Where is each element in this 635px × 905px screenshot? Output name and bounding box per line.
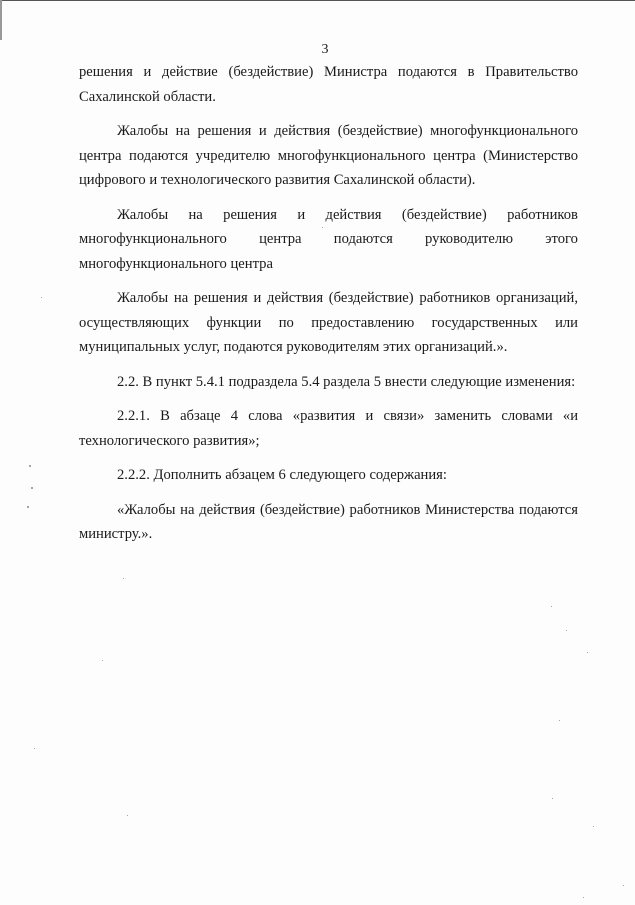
scan-speck xyxy=(322,227,323,228)
word: (бездействие) xyxy=(401,206,487,223)
scan-speck xyxy=(587,652,588,653)
paragraph xyxy=(79,203,578,277)
word: подаются xyxy=(333,231,393,247)
word: центра xyxy=(259,231,302,247)
paragraph: 2.2. В пункт 5.4.1 подраздела 5.4 раздела 5 внести следующие изменения: xyxy=(117,373,576,390)
scan-speck xyxy=(123,578,124,579)
word: и xyxy=(297,206,306,223)
paragraph-line xyxy=(79,227,578,252)
paragraph-line: многофункционального центра xyxy=(79,255,273,272)
paragraph-line xyxy=(79,203,578,228)
scan-speck xyxy=(41,297,42,298)
scan-speck xyxy=(551,606,552,607)
scan-speck xyxy=(583,897,584,898)
scan-speck xyxy=(623,885,624,886)
scan-top-edge xyxy=(0,0,635,1)
scan-speck xyxy=(559,720,560,721)
word: действия xyxy=(325,206,382,223)
word: многофункционального xyxy=(79,231,227,247)
scan-speck xyxy=(29,465,31,467)
document-body xyxy=(79,60,578,547)
scan-speck xyxy=(34,748,35,749)
scan-speck xyxy=(27,506,29,508)
word: решения xyxy=(223,206,277,223)
scan-speck xyxy=(127,815,128,816)
paragraph: Жалобы на решения и действия (бездействие) работников организаций, осуществляющих функции по предоставлению государственных или муниципальных услуг, подаются руководителям этих организаций.». xyxy=(79,290,578,355)
word: на xyxy=(188,206,203,223)
scan-speck xyxy=(31,487,33,489)
scan-speck xyxy=(552,798,553,799)
scan-speck xyxy=(566,630,567,631)
scan-left-edge xyxy=(0,0,2,40)
paragraph: 2.2.1. В абзаце 4 слова «развития и связи» заменить словами «и технологического развития»; xyxy=(79,408,578,449)
paragraph: «Жалобы на действия (бездействие) работников Министерства подаются министру.». xyxy=(79,501,578,542)
page-number: 3 xyxy=(321,42,329,57)
word: этого xyxy=(545,231,578,247)
word: работников xyxy=(507,206,578,223)
word: руководителю xyxy=(425,231,514,247)
paragraph: решения и действие (бездействие) Министра подаются в Правительство Сахалинской области. xyxy=(79,64,578,105)
scan-speck xyxy=(102,660,103,661)
paragraph: 2.2.2. Дополнить абзацем 6 следующего содержания: xyxy=(117,467,447,483)
scan-speck xyxy=(593,826,594,827)
paragraph: Жалобы на решения и действия (бездействие) многофункционального центра подаются учредителю многофункционального центра (Министерство цифрового и технологического развития Сахалинской области). xyxy=(79,123,578,188)
word: Жалобы xyxy=(117,206,169,223)
